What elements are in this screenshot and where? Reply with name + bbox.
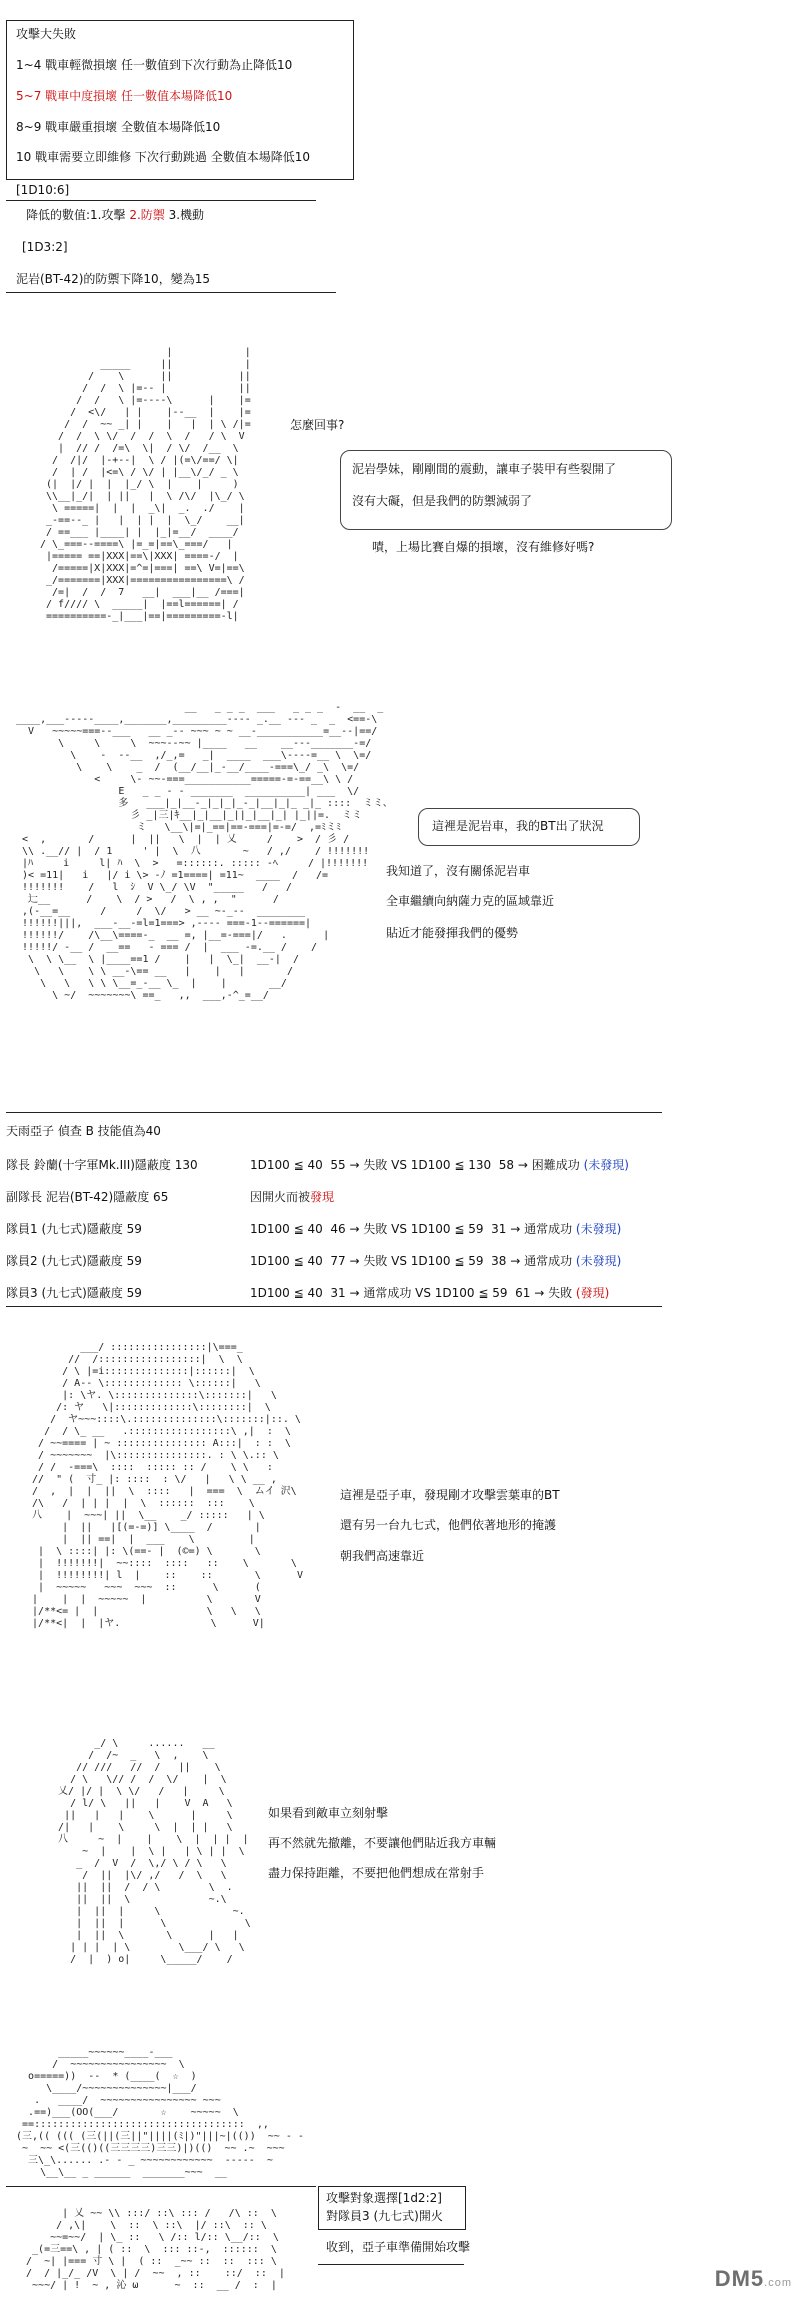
final-reply: 收到，亞子車準備開始攻擊: [326, 2240, 471, 2254]
scene3-line-3: 朝我們高速靠近: [340, 1549, 425, 1563]
detect-row-roll: 1D100 ≦ 40 31 → 通常成功 VS 1D100 ≦ 59 61 → 失敗 (發現): [250, 1286, 610, 1300]
scene3-line-1: 這裡是亞子車，發現剛才攻擊雲葉車的BT: [340, 1488, 560, 1502]
divider: [6, 292, 336, 293]
scene2-line-3: 貼近才能發揮我們的優勢: [386, 926, 519, 940]
bubble-line-2: 沒有大礙，但是我們的防禦減弱了: [352, 494, 533, 508]
detect-row-name: 隊員3 (九七式)隱蔽度 59: [6, 1286, 142, 1300]
ascii-art-girl-commanding: _/ \ ...... __ / /~ _ \ , \ // /// // / || \ / \ \// / / \/ | \ 乂/ |/ | \ \/ / | \ / l/ \ || | V A \ || | | \ | \ /| | \ \ | | | \ 八 ~ | | \ | | | | ~ | | \ | | \ | | \ _ / V / \,/ \ / \ \ / || |\/ ,/ / \ \ || || / / \ \ . || || \ ~.\ | || | \ ~. | || | \ \ | || \ \ | | | | | | \ \___/ \ \ / | ) o| \_____/ /: [58, 1738, 251, 1965]
site-watermark-logo: DM5.com: [714, 2266, 792, 2291]
scene3-line-2: 還有另一台九七式，他們依著地形的掩護: [340, 1518, 557, 1532]
detect-row-name: 隊員1 (九七式)隱蔽度 59: [6, 1222, 142, 1236]
ascii-art-tank-girls: | | _____ || | / \ || || / / \ |=-- | || / / \ |=----\ | |= / <\/ | | |--__ | |= / / ~~ _| | | | | \ /|= / / \ \/ / / \ / / \ V | // / /=\ \| / \/ /__ \ / /|/ |-+--| \ / |(=\/==/ \| / | / |<=\ / \/ | |__\/_/ _ \ (| |/ | | |_/ \ | | ) \\__|_/| | || | \ /\/ |\_/ \ \ =====| | | _\| _. ./ | _-==--_ | | | | | \_/ __| / ==___ |____| | |_|=__/ ____/ / \_===--====\ |=_=|==\_===/ | |===== ==|XXX|==\|XXX| ====-/ | /=====|X|XXX|=^=|===| ==\ V=|==\ _/=======|XXX|================\ / /=| / / 7 __| ___|__ /===| / f//// \ _____| |==l======| / ==========-_|___|==|=========-l|: [40, 347, 251, 622]
detect-row-name: 隊員2 (九七式)隱蔽度 59: [6, 1254, 142, 1268]
ascii-art-final-girl: | 乂 ~~ \\ :::/ ::\ ::: / /\ :: \ / ,\| \ :: \ ::\ |/ ::\ :: \ ~~=~~/ | \_ :: \ /:: l/:: \__/:: \ _(=三==\ , | ( :: \ ::: ::-, :::::: \ / ~| |=== 寸 \ | ( :: _~~ :: :: ::: \ / / |_/_ /V \ | / ~~ , :: ::/ :: | ~~~/ | ! ~ , 沁 ω ~ :: __ / : |: [26, 2208, 285, 2291]
divider: [318, 2264, 464, 2265]
divider: [6, 200, 316, 201]
detect-row-roll: 因開火而被發現: [250, 1190, 335, 1204]
rules-title: 攻擊大失敗: [16, 27, 77, 41]
dice-roll-1: [1D10:6]: [16, 183, 70, 197]
ascii-art-tank-type97: _____~~~~~~____-___ / ~~~~~~~~~~~~~~~~ \ o=====)) -- * (____( ☆ ) \____/~~~~~~~~~~~~~~|___/ . ____/ ~~~~~~~~~~~~~~~~ ~~~ .==)___(OO(___/ ☆ ~~~~~ \ ==::::::::::::::::::::::::::::::::::: ,, (三,(( ((( (三(||(三||"||||(ﾐ|)"|||~|(()) ~~ - - ~ ~~ <(三(()((三三三三)三三)|)(() ~~ .~ ~~~ 三\_\...... .- - _ ~~~~~~~~~~~~ ----- ~ \__\__ _ ______ _______~~~ __: [16, 2047, 304, 2178]
detect-row-name: 副隊長 泥岩(BT-42)隱蔽度 65: [6, 1190, 169, 1204]
scene2-bubble-text: 這裡是泥岩車，我的BT出了狀況: [432, 819, 604, 833]
rules-line-1: 1~4 戰車輕微損壞 任一數值到下次行動為止降低10: [16, 58, 293, 72]
defense-result: 泥岩(BT-42)的防禦下降10，變為15: [16, 272, 210, 286]
detect-row-roll: 1D100 ≦ 40 46 → 失敗 VS 1D100 ≦ 59 31 → 通常成功 (未發現): [250, 1222, 622, 1236]
ascii-art-girl-portrait: ___/ ::::::::::::::::|\===_ // /:::::::::::::::::| \ \ / \ |=i::::::::::::::|::::::| \ / A-- \::::::::::::: \::::::| \ |: \ヤ. \::::::::::::::\:::::::| \ /: ヤ \|:::::::::::::\::::::::| \ / ヤ~~~::::\.::::::::::::::\:::::::|::. \ / / \_ __ .:::::::::::::::::\ ,| : \ / ~~==== | ~ ::::::::::::::: A:::| : : \ / ~~~~~~~ |\:::::::::::::::. : \ \.:: \ / / -===\ :::: ::::: :: / \ \ : // " ( 寸_ |: :::: : \/ | \ \ __ , / , | | || \ :::: | === \ ムイ 沢\ /\ / | | | | \ :::::: ::: \ 八 | ~~~| || \__ _/ ::::: | \ | || |[(=-=)] \____ / | | || ==| | ___ \ | | \ ::::| |: \(==- | (©=) \ \ | !!!!!!!| ~~:::: :::: :: \ \ | !!!!!!!!| l | :: :: \ V | ~~~~~ ~~~ ~~~ :: \ ( | | | ~~~~~ | \ V |/**<= | | \ \ \ |/**<| | |ヤ. \ V|: [32, 1342, 303, 1629]
rules-line-3: 8~9 戰車嚴重損壞 全數值本場降低10: [16, 120, 221, 134]
scene2-line-1: 我知道了，沒有關係泥岩車: [386, 864, 531, 878]
scene4-line-3: 盡力保持距離，不要把他們想成在常射手: [268, 1866, 485, 1880]
scene4-line-2: 再不然就先撤離，不要讓他們貼近我方車輛: [268, 1836, 497, 1850]
scene1-reply: 嘖，上場比賽自爆的損壞，沒有維修好嗎?: [372, 540, 595, 554]
divider: [6, 2186, 316, 2187]
divider: [6, 1306, 662, 1307]
rules-line-2: 5~7 戰車中度損壞 任一數值本場降低10: [16, 89, 233, 103]
scene2-line-2: 全車繼續向納薩力克的區域靠近: [386, 894, 555, 908]
reduce-line: 降低的數值:1.攻擊 2.防禦 3.機動: [26, 208, 205, 222]
divider: [6, 1112, 662, 1113]
detect-row-name: 隊長 鈴蘭(十字軍Mk.III)隱蔽度 130: [6, 1158, 198, 1172]
scene4-line-1: 如果看到敵車立刻射擊: [268, 1806, 389, 1820]
detect-row-roll: 1D100 ≦ 40 77 → 失敗 VS 1D100 ≦ 59 38 → 通常成功 (未發現): [250, 1254, 622, 1268]
dice-roll-2: [1D3:2]: [22, 240, 68, 254]
detect-row-roll: 1D100 ≦ 40 55 → 失敗 VS 1D100 ≦ 130 58 → 困難成功 (未發現): [250, 1158, 629, 1172]
target-line-2: 對隊員3 (九七式)開火: [326, 2209, 443, 2223]
rules-line-4: 10 戰車需要立即維修 下次行動跳過 全數值本場降低10: [16, 150, 310, 164]
bubble-line-1: 泥岩學妹，剛剛間的震動，讓車子裝甲有些裂開了: [352, 462, 617, 476]
detect-header: 天雨亞子 偵查 B 技能值為40: [6, 1124, 161, 1138]
scene1-question: 怎麼回事?: [290, 418, 345, 432]
ascii-art-bt42-tank: __ _ _ _ ___ _ _ _ - __ _ ____,___-----____,_______,_________---- _.__ --- _ _ <==-\ V ~~~~~===--___ __ _-- ~~~ ~ ~ __-___________=__--|==/ \ \ \ ~~~--~~ |____ __ __---_______-=/ \ - --__ ,/_,= _| ____ ___\----=__ \ \=/ \ \ _ / (__/__|_-__/____-===\_/ _\ \=/ < \- ~~-===___________=====-=-==__\ \ / E _ _ - - _______ __________| ___ \/ 多 ___|_|__-_|_|_|_-_|__|_|_ _|_ :::: ミミ、 彡 _|三|ｷ__|_|__|_||_|__|_| |_||=. ミミ ミ \__\|=|_==|==-===|=-=/ ,=ﾐミﾐ < , / | || \ | | 乂 / > / 彡 / \\ .__// | / 1 ' | \ 八 ~ / ,/ / !!!!!!! |ﾊ i l| ﾊ \ > =::::::. ::::: -ﾍ / |!!!!!!! )< =11| i |/ i \> -ﾉ =1====| =11~ ____ / /= !!!!!!! / l ｼ V \_/ \V "_____ / / 辷__ / \ / > / \ , , " / ,(-__=__ / / \/ > __ ~-_-- ________ !!!!!!|||, ___-__-=l=1===> ,---- ===-1--======| !!!!!!/ /\__\====-_ __ =, |__=-===|/ . | !!!!!/ -__ / __== - === / | ___ -=.__ / / \ \ \__ \ |____==1 / | | \_| __-| / \ \ \ \ __-\== __ | | | / \ \ \ \ \__=_-__ \_ | | __/ \ ~/ ~~~~~~~\ ==_ ,, ___,-^_=__/: [16, 702, 393, 1001]
target-line-1: 攻擊對象選擇[1d2:2]: [326, 2191, 442, 2205]
